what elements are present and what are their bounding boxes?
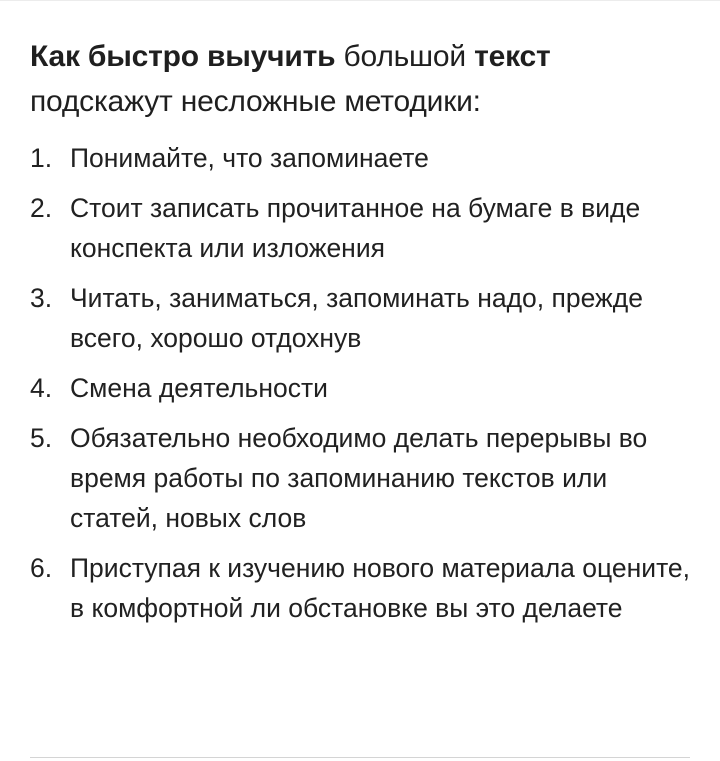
list-item-text: Понимайте, что запоминаете xyxy=(70,143,429,173)
list-item-number: 2. xyxy=(30,193,53,223)
list-item-text: Читать, заниматься, запоминать надо, прежде всего, хорошо отдохнув xyxy=(70,283,643,353)
heading-second-line: подскажут несложные методики: xyxy=(30,85,481,118)
list-item-number: 6. xyxy=(30,553,53,583)
list-item-text: Приступая к изучению нового материала оцените, в комфортной ли обстановке вы это делаете xyxy=(70,553,691,623)
list-item xyxy=(30,188,690,268)
list-item xyxy=(30,418,690,538)
list-item xyxy=(30,138,690,178)
list-item-number: 3. xyxy=(30,283,53,313)
list-item-number: 5. xyxy=(30,423,53,453)
methods-list xyxy=(30,138,690,628)
heading-regular-phrase: большой xyxy=(335,40,475,73)
article-heading xyxy=(30,34,690,124)
list-item xyxy=(30,368,690,408)
article-content xyxy=(30,34,690,638)
heading-bold-phrase: Как быстро выучить xyxy=(30,40,336,73)
list-item xyxy=(30,548,690,628)
bottom-divider xyxy=(30,757,690,758)
top-divider xyxy=(0,0,720,1)
list-item xyxy=(30,278,690,358)
list-item-text: Обязательно необходимо делать перерывы во время работы по запоминанию текстов или статей, новых слов xyxy=(70,423,648,533)
heading-bold-word: текст xyxy=(474,40,551,73)
list-item-number: 1. xyxy=(30,143,53,173)
list-item-text: Смена деятельности xyxy=(70,373,328,403)
list-item-number: 4. xyxy=(30,373,53,403)
list-item-text: Стоит записать прочитанное на бумаге в виде конспекта или изложения xyxy=(70,193,641,263)
